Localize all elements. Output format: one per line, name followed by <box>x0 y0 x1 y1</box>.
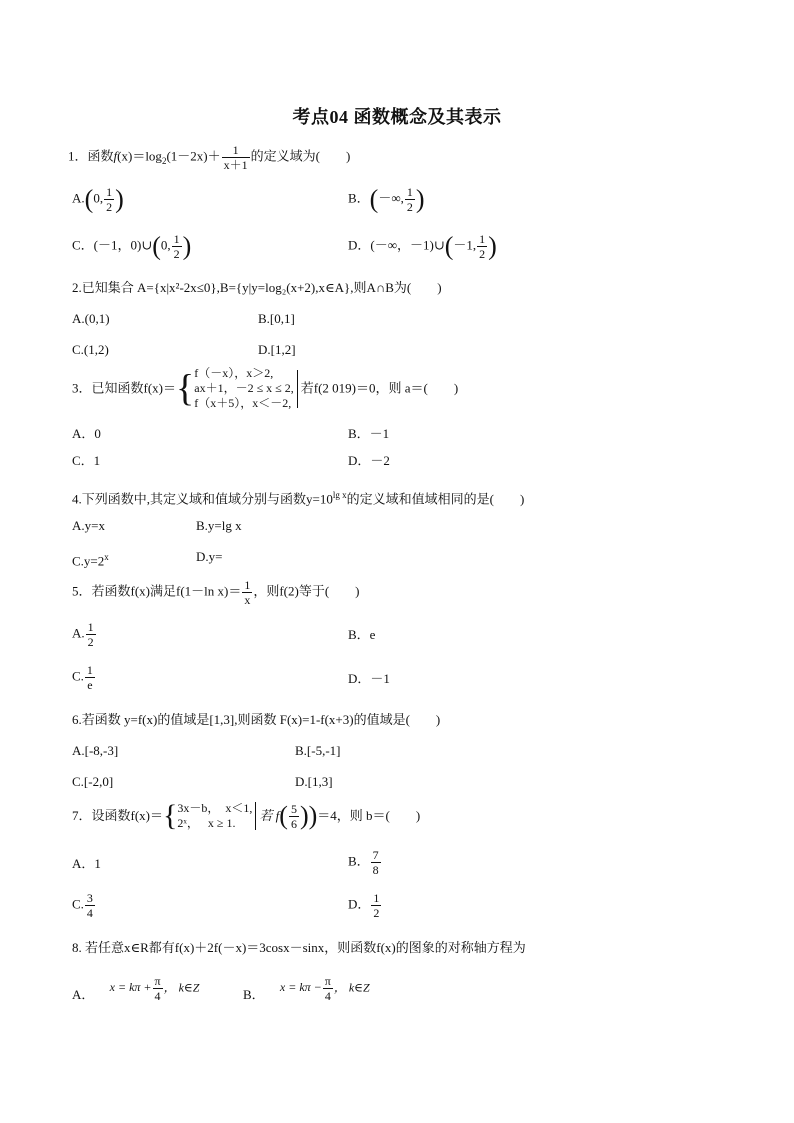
question-1-option-a[interactable]: A.(0, $\frac{1}{2}$ ) <box>72 184 124 214</box>
question-8-option-a[interactable]: A． x = kπ + $\frac{\pi}{4}$ ， k∈Z <box>72 974 200 1003</box>
question-2-stem: 2.已知集合 A={x|x²-2x≤0},B={y|y=log₂(x+2),x∈A},则A∩B为( ) <box>72 280 442 295</box>
question-3-option-d[interactable]: D．－2 <box>348 453 390 468</box>
question-6-option-d[interactable]: D.[1,3] <box>295 774 333 789</box>
question-8-option-b[interactable]: B． x = kπ − $\frac{\pi}{4}$ ， k∈Z <box>243 974 370 1003</box>
question-6-option-a[interactable]: A.[-8,-3] <box>72 743 119 758</box>
question-6-option-b[interactable]: B.[-5,-1] <box>295 743 341 758</box>
question-8-stem: 8. 若任意x∈R都有f(x)＋2f(－x)＝3cosx－sinx，则函数f(x)的图象的对称轴方程为 <box>72 940 526 955</box>
question-5-option-b[interactable]: B．e <box>348 627 376 642</box>
question-1-stem: 1．函数$f(x)=\log_2(1-2x)+$ $\frac{1}{x+1}$ 的定义域为( ) <box>68 143 351 172</box>
question-3-stem: 3．已知函数f(x)＝{ f（－x），x＞2, ax＋1，－2 ≤ x ≤ 2, f（x＋5），x＜－2, 若f(2 019)＝0，则 a＝( ) <box>72 366 459 410</box>
question-7-stem: 7．设函数f(x)＝{ 3x－b， x＜1, 2ˣ， x ≥ 1. 若 f( $\frac{5}{6}$ ))＝4，则 b＝( ) <box>72 799 421 832</box>
question-4-option-d[interactable]: D.y= <box>196 549 223 564</box>
question-5-option-c[interactable]: C. $\frac{1}{e}$ <box>72 663 93 692</box>
question-1-option-c[interactable]: C．(－1，0)∪(0, $\frac{1}{2}$ ) <box>72 231 192 261</box>
question-3-option-a[interactable]: A．0 <box>72 426 101 441</box>
question-2-option-c[interactable]: C.(1,2) <box>72 342 109 357</box>
question-7-option-d[interactable]: D． $\frac{1}{2}$ <box>348 891 380 920</box>
question-6-stem: 6.若函数 y=f(x)的值域是[1,3],则函数 F(x)=1-f(x+3)的值域是( ) <box>72 712 441 727</box>
question-1-option-b[interactable]: B．(－∞, $\frac{1}{2}$ ) <box>348 184 425 214</box>
question-2-option-d[interactable]: D.[1,2] <box>258 342 296 357</box>
question-1-option-d[interactable]: D．(－∞，－1)∪(－1, $\frac{1}{2}$ ) <box>348 231 497 261</box>
question-4-option-c[interactable]: $C.y=2^x$ <box>72 552 109 569</box>
question-4-stem: 4.下列函数中,其定义域和值域分别与函数$y=10^{lg x}$的定义域和值域相同的是( ) <box>72 490 525 507</box>
piecewise-cases: 3x－b， x＜1, 2ˣ， x ≥ 1. <box>177 801 253 830</box>
question-5-stem: 5．若函数f(x)满足f(1－ln x)＝ $\frac{1}{x}$ ，则f(2)等于( ) <box>72 578 360 607</box>
question-2-option-b[interactable]: B.[0,1] <box>258 311 295 326</box>
page-title: 考点04 函数概念及其表示 <box>292 107 502 127</box>
question-4-option-b[interactable]: B.y=lg x <box>196 518 242 533</box>
question-6-option-c[interactable]: C.[-2,0] <box>72 774 114 789</box>
question-3-option-b[interactable]: B．－1 <box>348 426 390 441</box>
question-4-option-a[interactable]: A.y=x <box>72 518 105 533</box>
question-5-option-d[interactable]: D．－1 <box>348 671 390 686</box>
question-5-option-a[interactable]: A. $\frac{1}{2}$ <box>72 620 94 649</box>
piecewise-cases: f（－x），x＞2, ax＋1，－2 ≤ x ≤ 2, f（x＋5），x＜－2, <box>194 366 294 410</box>
question-7-option-b[interactable]: B． $\frac{7}{8}$ <box>348 848 379 877</box>
question-2-option-a[interactable]: A.(0,1) <box>72 311 110 326</box>
fraction: $\frac{1}{x+1}$ <box>223 143 248 172</box>
question-3-option-c[interactable]: C．1 <box>72 453 101 468</box>
question-7-option-a[interactable]: A．1 <box>72 856 101 871</box>
question-7-option-c[interactable]: C. $\frac{3}{4}$ <box>72 891 93 920</box>
